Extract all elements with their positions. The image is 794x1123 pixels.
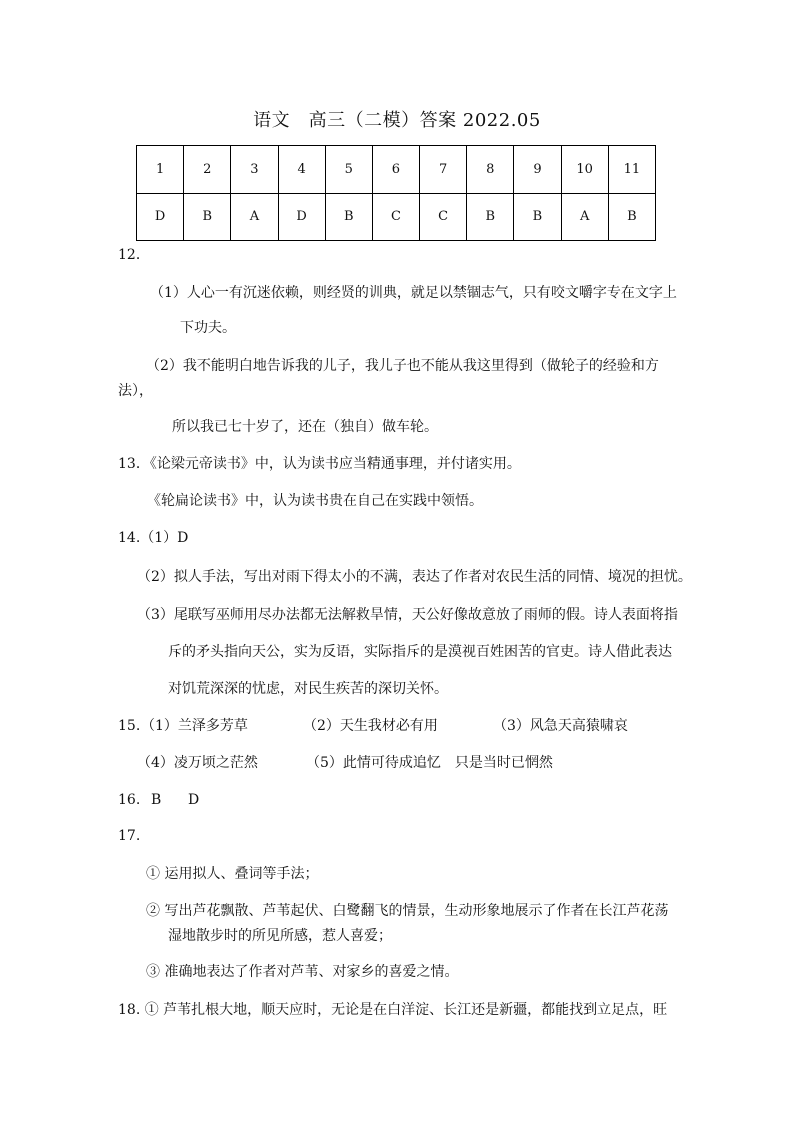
question-number-cell: 6 xyxy=(372,146,419,194)
answer-cell: B xyxy=(514,193,561,241)
q13-answer-1: 13．《论梁元帝读书》中，认为读书应当精通事理，并付诸实用。 xyxy=(118,456,521,472)
q16-answer-1: B xyxy=(151,792,162,808)
q15-answer-4: （4）凌万顷之茫然 xyxy=(137,755,258,771)
q16-answer-2: D xyxy=(188,792,200,808)
q17-answer-2-cont: 湿地散步时的所见所感，惹人喜爱； xyxy=(168,928,392,944)
question-number-cell: 11 xyxy=(608,146,655,194)
question-number-cell: 5 xyxy=(325,146,372,194)
q12-answer-2-cont2: 所以我已七十岁了，还在（独自）做车轮。 xyxy=(172,419,438,435)
answer-cell: D xyxy=(137,193,184,241)
q12-answer-2-cont: 法）， xyxy=(118,383,153,399)
question-number-cell: 4 xyxy=(278,146,325,194)
question-number-cell: 7 xyxy=(420,146,467,194)
q15-answer-3: （3）风急天高猿啸哀 xyxy=(493,718,628,734)
q14-answer-1: 14.（1）D xyxy=(118,530,189,546)
q17-label: 17. xyxy=(118,828,141,844)
answer-cell: B xyxy=(184,193,231,241)
answer-cell: B xyxy=(608,193,655,241)
q14-answer-2: （2）拟人手法，写出对雨下得太小的不满，表达了作者对农民生活的同情、境况的担忧。 xyxy=(137,569,692,585)
answer-cell: B xyxy=(325,193,372,241)
q14-answer-3: （3）尾联写巫师用尽办法都无法解救旱情，天公好像故意放了雨师的假。诗人表面将指 xyxy=(137,607,678,623)
answer-cell: D xyxy=(278,193,325,241)
answer-cell: C xyxy=(372,193,419,241)
q17-answer-2: ② 写出芦花飘散、芦苇起伏、白鹭翻飞的情景，生动形象地展示了作者在长江芦花荡 xyxy=(146,903,669,919)
q13-answer-2: 《轮扁论读书》中，认为读书贵在自己在实践中领悟。 xyxy=(147,493,483,509)
q12-answer-1: （1）人心一有沉迷依赖，则经贤的训典，就足以禁锢志气，只有咬文嚼字专在文字上 xyxy=(150,285,677,301)
answer-cell: A xyxy=(231,193,278,241)
q15-answer-1: （1）兰泽多芳草 xyxy=(141,718,248,734)
q17-answer-3: ③ 准确地表达了作者对芦苇、对家乡的喜爱之情。 xyxy=(146,964,459,980)
answer-cell: B xyxy=(467,193,514,241)
q14-answer-3-cont: 斥的矛头指向天公，实为反语，实际指斥的是漠视百姓困苦的官吏。诗人借此表达 xyxy=(168,644,672,660)
q14-answer-3-cont2: 对饥荒深深的忧虑，对民生疾苦的深切关怀。 xyxy=(168,681,448,697)
answer-table xyxy=(136,145,656,241)
q15-answer-2: （2）天生我材必有用 xyxy=(303,718,438,734)
question-number-cell: 3 xyxy=(231,146,278,194)
q15-label: 15. xyxy=(118,718,141,734)
table-row-answers xyxy=(137,193,656,241)
table-row-numbers xyxy=(137,146,656,194)
page-title: 语文 高三（二模）答案 2022.05 xyxy=(253,110,541,131)
question-number-cell: 1 xyxy=(137,146,184,194)
answer-cell: A xyxy=(561,193,608,241)
q12-answer-2: （2）我不能明白地告诉我的儿子，我儿子也不能从我这里得到（做轮子的经验和方 xyxy=(146,358,659,374)
question-number-cell: 10 xyxy=(561,146,608,194)
q15-answer-5: （5）此情可待成追忆 只是当时已惘然 xyxy=(306,755,553,771)
q12-label: 12． xyxy=(118,247,150,263)
q18-answer-1: 18. ① 芦苇扎根大地，顺天应时，无论是在白洋淀、长江还是新疆，都能找到立足点，旺 xyxy=(118,1002,668,1018)
answer-cell: C xyxy=(420,193,467,241)
question-number-cell: 8 xyxy=(467,146,514,194)
q12-answer-1-cont: 下功夫。 xyxy=(180,320,236,336)
q17-answer-1: ① 运用拟人、叠词等手法； xyxy=(146,866,319,882)
question-number-cell: 2 xyxy=(184,146,231,194)
q16-label: 16. xyxy=(118,792,141,808)
question-number-cell: 9 xyxy=(514,146,561,194)
